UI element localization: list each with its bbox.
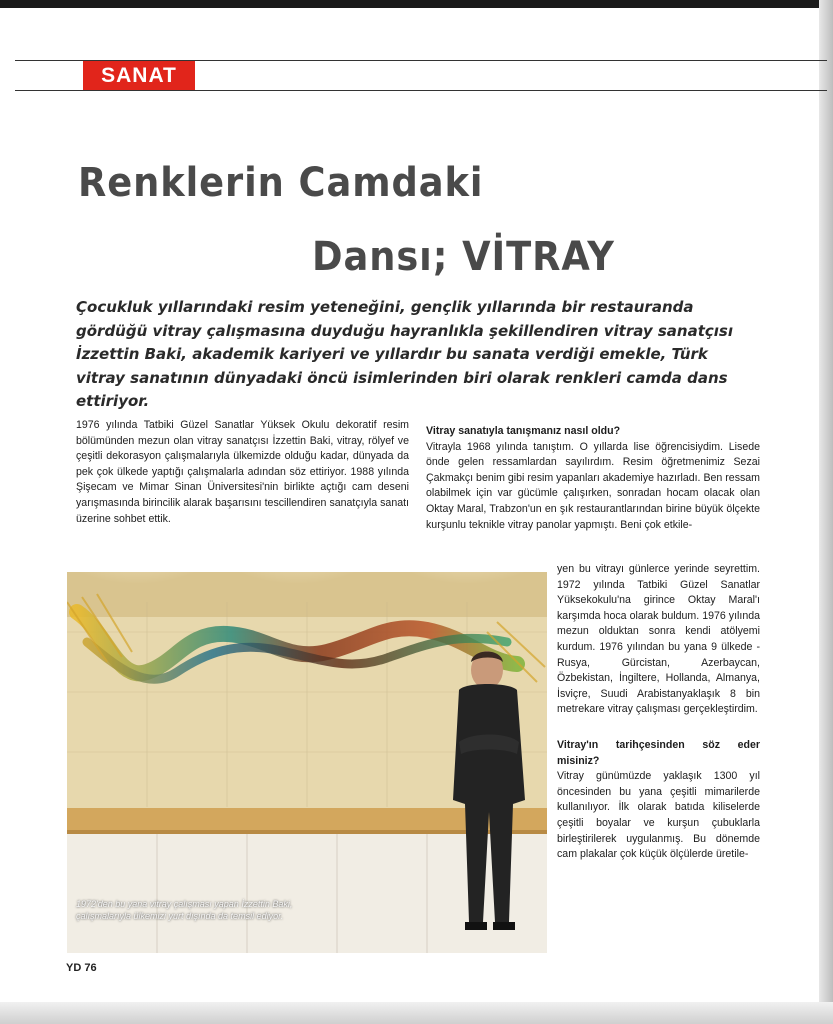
artist-photo bbox=[67, 572, 547, 953]
page-edge bbox=[0, 0, 833, 8]
interview-column-lower bbox=[557, 562, 760, 863]
page-edge-right bbox=[819, 0, 833, 1024]
answer-1-part1: Vitrayla 1968 yılında tanıştım. O yıllarda lise öğrencisiydim. Lisede önde gelen ressamlardan sayılırdım. Resim öğretmenimiz Sezai Çakmakçı benim gibi resim yapanları akademiye hazırladı. Ben ressam olabilmek için var gücümle çalışırken, sonradan hocam olacak olan Oktay Maral, Trabzon'un en şık restaurantlarından birine büyük ölçekte kurşunlu teknikle vitray panolar yapmıştı. Beni çok etkile- bbox=[426, 440, 760, 531]
page-edge-bottom bbox=[0, 1002, 833, 1024]
article-title-line1: Renklerin Camdaki bbox=[78, 160, 484, 206]
answer-1-part2: yen bu vitrayı günlerce yerinde seyrettim. 1972 yılında Tatbiki Güzel Sanatlar Yüksekokulu'na girince Oktay Maral'ı karşımda hoca olarak buldum. 1976 yılında mezun olduktan sonra kendi atölyemi kurdum. 1976 yılından bu yana 9 ülkede -Rusya, Gürcistan, Azerbaycan, Özbekistan, İngiltere, Hollanda, Almanya, İsviçre, Suudi Arabistanyaklaşık 8 bin metrekare vitray çalışması gerçekleştirdim. bbox=[557, 563, 760, 716]
page-number: YD 76 bbox=[66, 962, 97, 974]
question-1: Vitray sanatıyla tanışmanız nasıl oldu? bbox=[426, 425, 621, 437]
section-label: SANAT bbox=[83, 61, 195, 90]
intro-column bbox=[76, 418, 409, 527]
article-lead: Çocukluk yıllarındaki resim yeteneğini, gençlik yıllarında bir restauranda gördüğü vitray çalışmasına duyduğu hayranlıkla şekillendiren vitray sanatçısı İzzettin Baki, akademik kariyeri ve yıllardır bu sanata verdiği emekle, Türk vitray sanatının dünyadaki öncü isimlerinden biri olarak renkleri camda dans ettiriyor. bbox=[76, 298, 733, 410]
header-rule-lower bbox=[15, 90, 827, 91]
intro-paragraph: 1976 yılında Tatbiki Güzel Sanatlar Yüksek Okulu dekoratif resim bölümünden mezun olan vitray sanatçısı İzzettin Baki, vitray, rölyef ve çeşitli dekorasyon çalışmalarıyla ülkemizde olduğu kadar, dünyada da pek çok ülkede yaptığı çalışmalarla adından söz ettiriyor. 1988 yılında Şişecam ve Mimar Sinan Üniversitesi'nin birlikte açtığı cam deseni yarışmasında birincilik alarak başarısını tescillendiren sanatçıyla sanatı üzerine sohbet ettik. bbox=[76, 419, 409, 525]
answer-2: Vitray günümüzde yaklaşık 1300 yıl öncesinden bu yana çeşitli mimarilerde kullanılıyor. İlk olarak batıda kiliselerde çeşitli boyalar ve kurşun çubuklarla birleştirilerek uygulanmış. Bu dönemde cam plakalar çok küçük ölçülerde üretile- bbox=[557, 770, 760, 861]
article-title-line2: Dansı; VİTRAY bbox=[312, 234, 615, 280]
photo-scene bbox=[67, 572, 547, 953]
photo-caption: 1972'den bu yana vitray çalışması yapan İzzettin Baki, çalışmalarıyla ülkemizi yurt dışında da temsil ediyor. bbox=[76, 899, 293, 921]
interview-column bbox=[426, 424, 760, 533]
question-2: Vitray'ın tarihçesinden söz eder misiniz? bbox=[557, 738, 760, 767]
